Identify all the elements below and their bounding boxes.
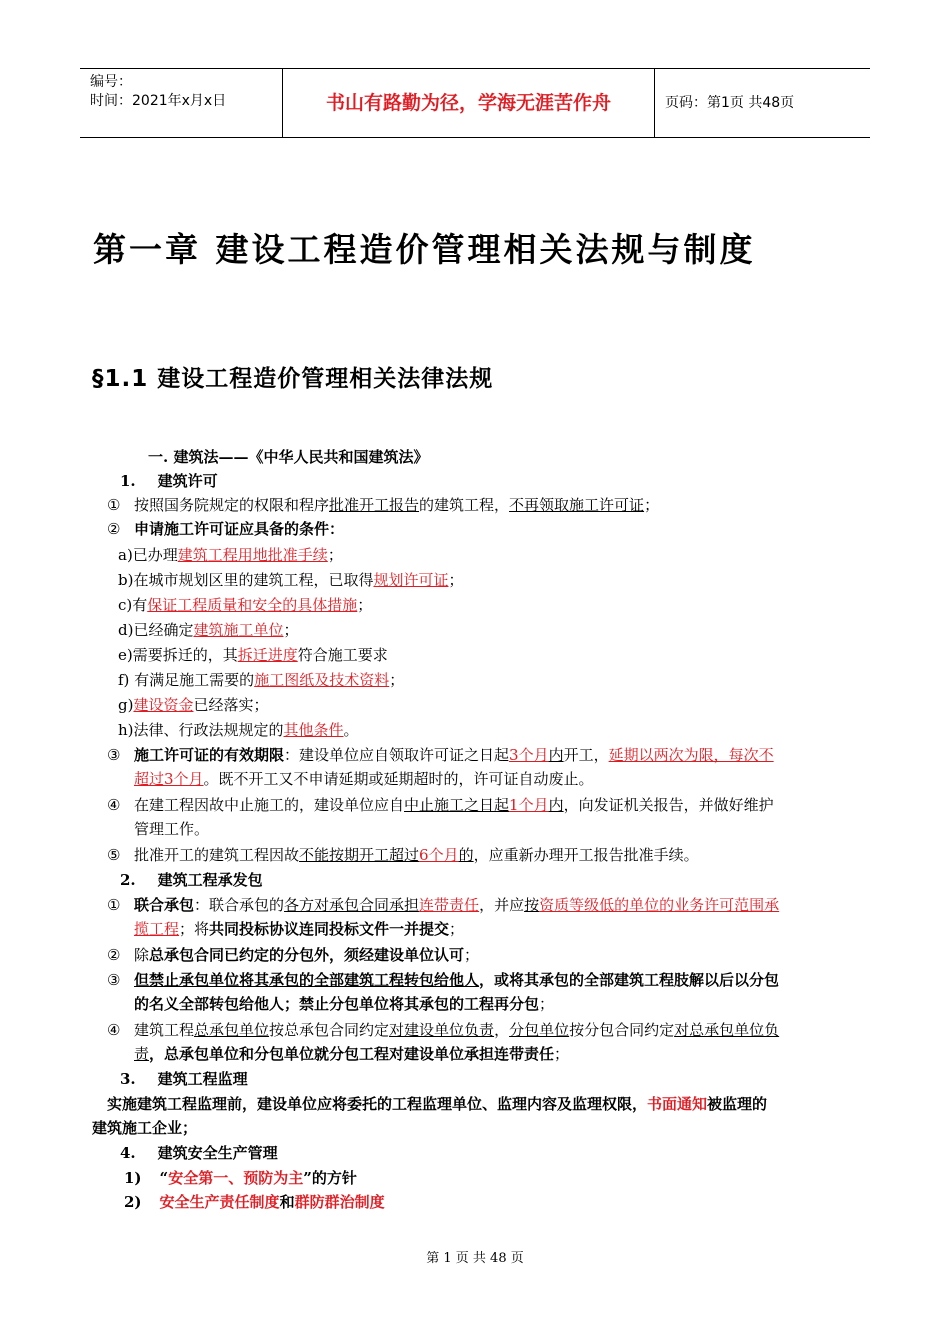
text-run: ，向发证机关报告，并做好维护 [563, 796, 774, 814]
highlight-text: 建筑工程用地批准手续 [177, 546, 328, 564]
text-run: ：联合承包的 [194, 896, 285, 914]
item-continuation [134, 918, 464, 940]
text-run: d)已经确定 [118, 621, 194, 639]
highlight-text: 保证工程质量和安全的具体措施 [147, 596, 358, 614]
underlined-text: 禁止承包单位将其承包的全部建筑工程转包给他人 [149, 971, 480, 989]
highlight-text: 1个月 [509, 796, 549, 814]
list-item [124, 1167, 357, 1189]
highlight-text: 6个月 [419, 846, 459, 864]
bold-text: 施工许可证的有效期限 [134, 746, 285, 764]
chapter-title: 第一章 建设工程造价管理相关法规与制度 [93, 230, 756, 269]
item-text [134, 494, 659, 516]
subsection-title: 建筑工程监理 [157, 1070, 248, 1088]
text-run: 。既不开工又不申请延期或延期超时的，许可证自动废止。 [203, 770, 594, 788]
header-page-info: 页码：第1页 共48页 [665, 95, 795, 111]
item-continuation [134, 993, 554, 1015]
subsection-heading [120, 470, 218, 492]
text-run: 除 [134, 946, 150, 964]
condition-item [118, 619, 299, 641]
list-item [0, 744, 950, 766]
highlight-text: 书面通知 [647, 1095, 708, 1113]
text-run: g) [118, 696, 134, 714]
text-run: 批准开工的建筑工程因故 [134, 846, 300, 864]
item-marker: 2) [124, 1193, 142, 1211]
highlight-text: 揽工程 [134, 920, 180, 938]
text-run: ； [644, 496, 660, 514]
text-run: ，并应 [479, 896, 525, 914]
header-motto: 书山有路勤为径，学海无涯苦作舟 [325, 92, 611, 114]
text-run: 实施建筑工程监理前，建设单位应将委托的工程监理单位、监理内容及监理权限， [107, 1095, 648, 1113]
list-item [0, 969, 950, 991]
item-text [134, 894, 779, 916]
underlined-text: 内 [548, 796, 564, 814]
list-item [0, 1019, 950, 1041]
underlined-text: 各方对承包合同承担 [284, 896, 420, 914]
text-run: ； [327, 546, 343, 564]
part-heading [148, 446, 428, 468]
item-continuation [134, 1043, 569, 1065]
highlight-text: 拆迁进度 [237, 646, 298, 664]
highlight-text: 安全生产责任制度 [159, 1193, 280, 1211]
underlined-text: 不再领取施工许可证 [509, 496, 645, 514]
underlined-text: 内 [548, 746, 564, 764]
subsection-heading [120, 1142, 278, 1164]
page-footer: 第 1 页 共 48 页 [426, 1251, 524, 1266]
page-header [80, 68, 870, 138]
item-marker: ④ [107, 796, 121, 814]
highlight-text: 群防群治制度 [294, 1193, 385, 1211]
underlined-text: 按 [524, 896, 540, 914]
text-run: “ [159, 1169, 169, 1187]
text-run: ； [389, 671, 405, 689]
item-marker: ① [107, 896, 121, 914]
highlight-text: 资质等级低的单位的业务许可范围承 [539, 896, 780, 914]
item-marker: ⑤ [107, 846, 121, 864]
part-prefix: 一. 建筑法—— [148, 448, 249, 466]
condition-item [118, 719, 359, 741]
text-run: 和 [279, 1193, 295, 1211]
item-marker: ④ [107, 1021, 121, 1039]
underlined-text: 分包单位 [509, 1021, 570, 1039]
text-run: 的名义全部转包给他人；禁止分包单位将其承包的工程再分包 [134, 995, 540, 1013]
subsection-heading [120, 869, 263, 891]
text-run: 的建筑工程， [419, 496, 510, 514]
bold-text: 联合承包 [134, 896, 195, 914]
highlight-text: 建设资金 [133, 696, 194, 714]
subsection-heading [120, 1068, 248, 1090]
highlight-text: 施工图纸及技术资料 [254, 671, 390, 689]
text-run: ； [448, 571, 464, 589]
item-marker: ① [107, 496, 121, 514]
underlined-text: 总承包单位 [194, 1021, 270, 1039]
item-continuation [134, 768, 594, 790]
text-run: c)有 [118, 596, 148, 614]
item-text [134, 844, 699, 866]
paragraph [107, 1093, 767, 1115]
text-run: ； [554, 1045, 570, 1063]
list-item [0, 794, 950, 816]
item-marker: ② [107, 946, 121, 964]
item-text [134, 794, 774, 816]
text-run: ，或将其承包的全部建筑工程肢解以后以分包 [479, 971, 780, 989]
subsection-title: 建筑安全生产管理 [157, 1144, 278, 1162]
condition-item [118, 594, 372, 616]
subsection-number: 4. [120, 1144, 136, 1162]
underlined-text: 对建设单位负责 [389, 1021, 495, 1039]
condition-item [118, 569, 464, 591]
text-run: e)需要拆迁的，其 [118, 646, 238, 664]
highlight-text: 延期以两次为限，每次不 [608, 746, 774, 764]
highlight-text: 连带责任 [419, 896, 480, 914]
item-continuation: 管理工作。 [134, 820, 210, 838]
underlined-text: 的 [458, 846, 474, 864]
list-item [0, 944, 950, 966]
text-run: 符合施工要求 [297, 646, 388, 664]
list-item [124, 1191, 385, 1213]
item-text [134, 944, 479, 966]
text-run: 已经落实； [193, 696, 269, 714]
text-run: a)已办理 [118, 546, 178, 564]
document-date: 时间：2021年x月x日 [90, 93, 227, 109]
list-item [0, 518, 950, 540]
text-run: 按总承包合同约定 [269, 1021, 390, 1039]
text-run: h)法律、行政法规规定的 [118, 721, 284, 739]
subsection-number: 3. [120, 1070, 136, 1088]
section-title: §1.1 建设工程造价管理相关法律法规 [92, 366, 494, 392]
text-run: ； [449, 920, 465, 938]
highlight-text: 安全第一、预防为主 [168, 1169, 304, 1187]
condition-item [118, 544, 343, 566]
condition-item [118, 694, 269, 716]
highlight-text: 其他条件 [283, 721, 344, 739]
paragraph-continuation: 建筑施工企业； [92, 1119, 198, 1137]
text-run: ， [494, 1021, 510, 1039]
underlined-text: 中止施工之日起 [404, 796, 510, 814]
subsection-title: 建筑工程承发包 [157, 871, 263, 889]
text-run: ； [283, 621, 299, 639]
text-run: ； [539, 995, 555, 1013]
document-number: 编号： [90, 74, 132, 90]
item-marker: ③ [107, 971, 121, 989]
text-run: 按分包合同约定 [569, 1021, 675, 1039]
subsection-number: 1. [120, 472, 136, 490]
bold-text: 总承包合同已约定的分包外，须经建设单位认可 [149, 946, 465, 964]
text-run: 按照国务院规定的权限和程序 [134, 496, 330, 514]
highlight-text: 规划许可证 [373, 571, 449, 589]
bold-text: ，总承包单位和分包单位就分包工程对建设单位承担连带责任 [149, 1045, 555, 1063]
text-run: ； [357, 596, 373, 614]
item-text [134, 1019, 779, 1041]
text-run: ； [464, 946, 480, 964]
item-text: 申请施工许可证应具备的条件： [134, 520, 345, 538]
condition-item [118, 669, 404, 691]
subsection-title: 建筑许可 [157, 472, 218, 490]
underlined-text: 对总承包单位负 [674, 1021, 780, 1039]
subsection-number: 2. [120, 871, 136, 889]
header-meta [90, 73, 226, 111]
text-run: ”的方针 [303, 1169, 357, 1187]
text-run: f) 有满足施工需要的 [118, 671, 255, 689]
text-run: 建筑工程 [134, 1021, 195, 1039]
underlined-text: 责 [134, 1045, 150, 1063]
text-run: 被监理的 [707, 1095, 768, 1113]
highlight-text: 超过3个月 [134, 770, 204, 788]
condition-item [118, 644, 388, 666]
text-run: ：建设单位应自领取许可证之日起 [284, 746, 510, 764]
underlined-text: 但 [134, 971, 150, 989]
list-item [0, 894, 950, 916]
text-run: 在建工程因故中止施工的，建设单位应自 [134, 796, 405, 814]
item-text [134, 744, 774, 766]
highlight-text: 3个月 [509, 746, 549, 764]
item-marker: ③ [107, 746, 121, 764]
item-text [134, 969, 779, 991]
list-item [0, 494, 950, 516]
underlined-text: 批准开工报告 [329, 496, 420, 514]
text-run: 。 [343, 721, 359, 739]
text-run: 开工， [563, 746, 609, 764]
part-title: 《中华人民共和国建筑法》 [248, 448, 429, 466]
underlined-text: 不能按期开工超过 [299, 846, 420, 864]
text-run: ，应重新办理开工报告批准手续。 [473, 846, 699, 864]
text-run: ；将 [179, 920, 210, 938]
text-run: b)在城市规划区里的建筑工程，已取得 [118, 571, 374, 589]
highlight-text: 建筑施工单位 [193, 621, 284, 639]
bold-text: 共同投标协议连同投标文件一并提交 [209, 920, 450, 938]
header-divider [654, 69, 655, 137]
item-marker: ② [107, 520, 121, 538]
list-item [0, 844, 950, 866]
item-marker: 1) [124, 1169, 142, 1187]
